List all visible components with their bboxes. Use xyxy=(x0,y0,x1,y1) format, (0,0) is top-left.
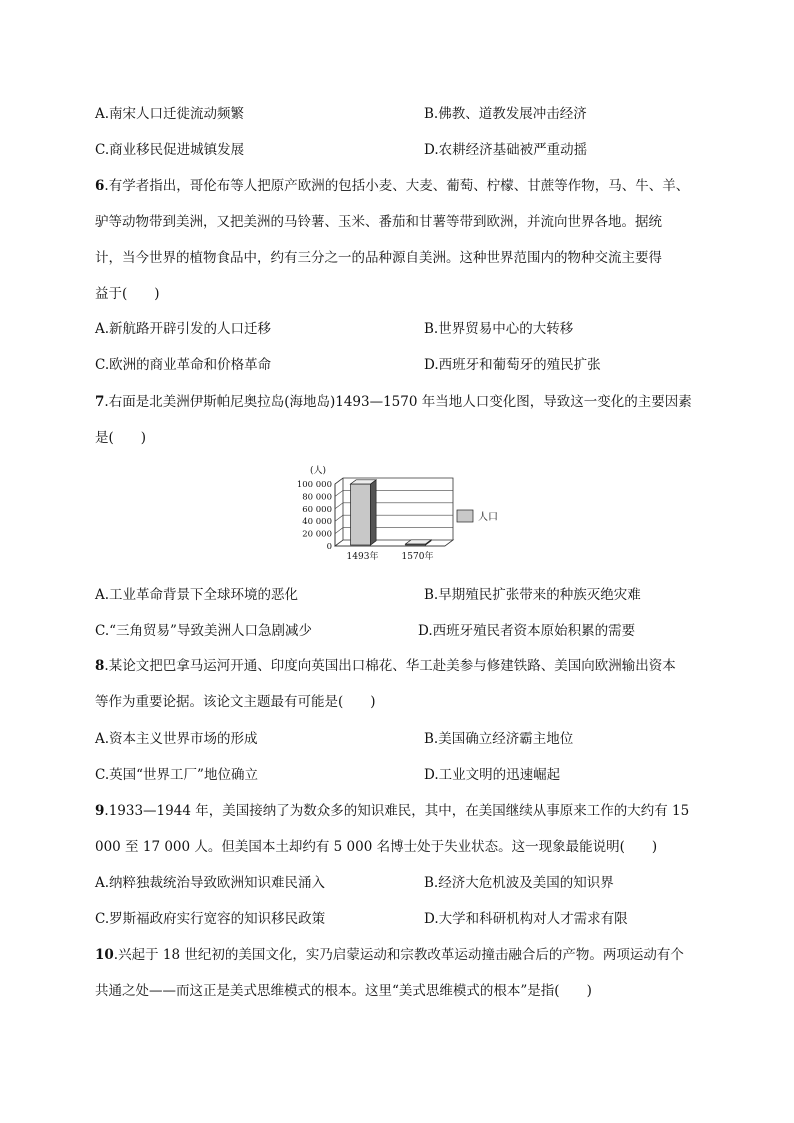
y-axis-unit-label: (人) xyxy=(310,466,327,476)
q5-option-c: C.商业移民促进城镇发展 xyxy=(95,142,245,158)
q9-stem-text-1: .1933—1944 年，美国接纳了为数众多的知识难民，其中，在美国继续从事原来工作的大约有 15 xyxy=(104,803,690,819)
q8-option-a: A.资本主义世界市场的形成 xyxy=(95,731,258,747)
q7-stem-line-2: 是( ) xyxy=(95,430,147,446)
y-tick-label: 100 000 xyxy=(296,480,332,490)
q9-stem-line-1 xyxy=(95,801,689,821)
q6-stem-line-3: 计，当今世界的植物食品中，约有三分之一的品种源自美洲。这种世界范围内的物种交流主要得 xyxy=(95,250,662,266)
x-tick-label: 1570年 xyxy=(401,552,434,562)
q8-stem-line-1 xyxy=(95,656,676,676)
y-tick-label: 40 000 xyxy=(302,517,332,528)
q10-stem-line-2: 共通之处——而这正是美式思维模式的根本。这里“美式思维模式的根本”是指( ) xyxy=(95,983,592,999)
q7-stem-text-1: .右面是北美洲伊斯帕尼奥拉岛(海地岛)1493—1570 年当地人口变化图，导致这一变化的主要因素 xyxy=(104,394,692,410)
legend-label: 人口 xyxy=(478,512,498,523)
bar-1-side xyxy=(371,480,377,545)
q8-stem-line-2: 等作为重要论据。该论文主题最有可能是( ) xyxy=(95,694,376,710)
q9-option-c: C.罗斯福政府实行宽容的知识移民政策 xyxy=(95,911,326,927)
y-tick-label: 0 xyxy=(326,542,332,552)
q9-stem-line-2: 000 至 17 000 人。但美国本土却约有 5 000 名博士处于失业状态。这一现象最能说明( ) xyxy=(95,839,658,855)
q5-option-d: D.农耕经济基础被严重动摇 xyxy=(424,142,588,158)
q8-option-b: B.美国确立经济霸主地位 xyxy=(424,731,574,747)
q6-option-c: C.欧洲的商业革命和价格革命 xyxy=(95,357,272,373)
q6-option-d: D.西班牙和葡萄牙的殖民扩张 xyxy=(424,357,601,373)
q7-option-b: B.早期殖民扩张带来的种族灭绝灾难 xyxy=(424,587,641,603)
q7-option-c: C.“三角贸易”导致美洲人口急剧减少 xyxy=(95,623,312,639)
bar-1-front xyxy=(351,484,371,545)
q9-option-a: A.纳粹独裁统治导致欧洲知识难民涌入 xyxy=(95,875,326,891)
q10-stem-line-1 xyxy=(95,945,684,965)
y-tick-label: 20 000 xyxy=(302,529,332,540)
q9-option-d: D.大学和科研机构对人才需求有限 xyxy=(424,911,628,927)
q9-number: 9 xyxy=(95,803,105,819)
y-tick-label: 60 000 xyxy=(302,504,332,515)
q7-stem-line-1 xyxy=(95,392,692,412)
q8-option-c: C.英国“世界工厂”地位确立 xyxy=(95,767,258,783)
q5-option-b: B.佛教、道教发展冲击经济 xyxy=(424,106,587,122)
x-tick-label: 1493年 xyxy=(346,552,379,562)
q6-number: 6 xyxy=(95,178,105,194)
q7-number: 7 xyxy=(95,394,105,410)
q6-stem-line-1 xyxy=(95,176,689,196)
q7-option-a: A.工业革命背景下全球环境的恶化 xyxy=(95,587,299,603)
q6-option-b: B.世界贸易中心的大转移 xyxy=(424,321,574,337)
q8-stem-text-1: .某论文把巴拿马运河开通、印度向英国出口棉花、华工赴美参与修建铁路、美国向欧洲输出资本 xyxy=(104,658,676,674)
q5-option-a: A.南宋人口迁徙流动频繁 xyxy=(95,106,245,122)
q8-option-d: D.工业文明的迅速崛起 xyxy=(424,767,561,783)
y-tick-label: 80 000 xyxy=(302,492,332,503)
q9-option-b: B.经济大危机波及美国的知识界 xyxy=(424,875,614,891)
q7-option-d: D.西班牙殖民者资本原始积累的需要 xyxy=(418,623,636,639)
q10-stem-text-1: .兴起于 18 世纪初的美国文化，实乃启蒙运动和宗教改革运动撞击融合后的产物。两项运动有个 xyxy=(113,947,684,963)
q6-option-a: A.新航路开辟引发的人口迁移 xyxy=(95,321,272,337)
legend-swatch xyxy=(457,510,473,522)
q6-stem-text-1: .有学者指出，哥伦布等人把原产欧洲的包括小麦、大麦、葡萄、柠檬、甘蔗等作物，马、牛、羊、 xyxy=(104,178,690,194)
q10-number: 10 xyxy=(95,947,114,963)
q6-stem-line-4: 益于( ) xyxy=(95,286,160,302)
q8-number: 8 xyxy=(95,658,105,674)
population-chart xyxy=(290,462,520,572)
q6-stem-line-2: 驴等动物带到美洲，又把美洲的马铃薯、玉米、番茄和甘薯等带到欧洲，并流向世界各地。据统 xyxy=(95,214,662,230)
